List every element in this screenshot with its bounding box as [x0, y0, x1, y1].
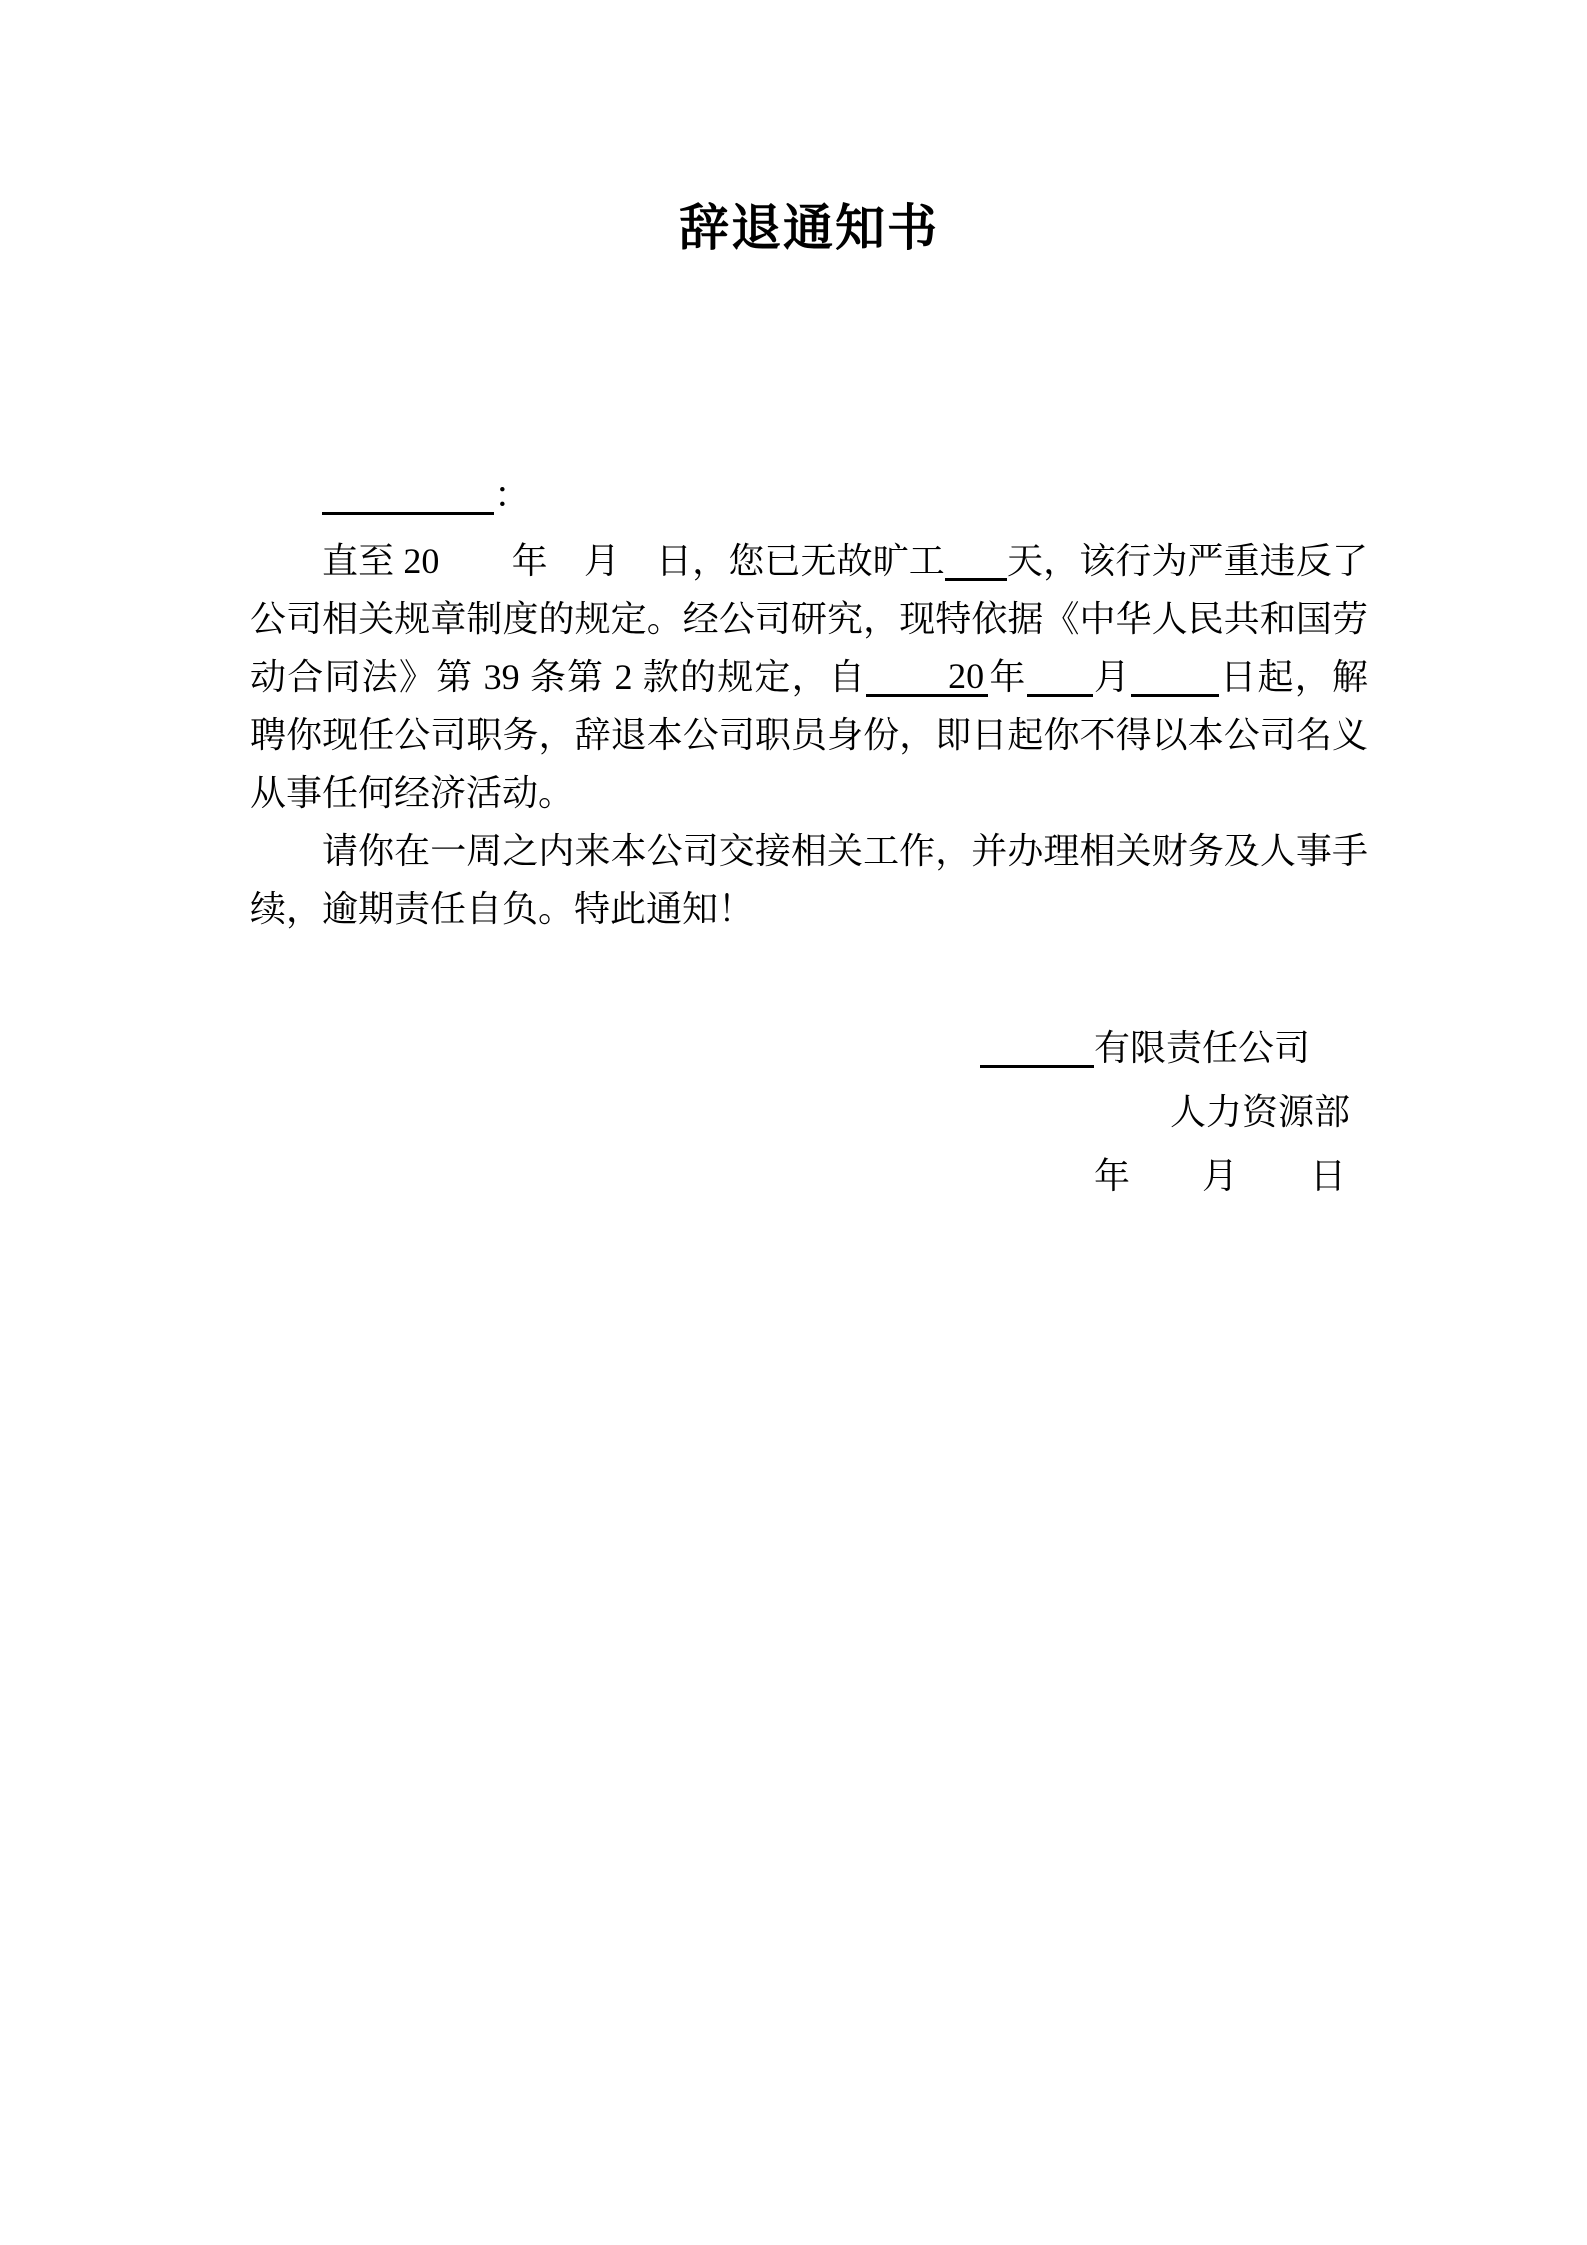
fill-in-blank [1131, 658, 1219, 697]
fill-in-blank: 20 [866, 658, 988, 697]
salutation-line [250, 466, 1368, 524]
company-suffix: 有限责任公司 [1093, 1028, 1310, 1068]
fill-in-blank [945, 542, 1007, 581]
text-run: 天，该行为严重违反了公司相关规章制度的规定。经公司研究，现特依据《中华人民共和国劳动合同法》第 39 条第 2 款的规定，自 [250, 541, 1368, 697]
paragraph-closing-notice: 请你在一周之内来本公司交接相关工作，并办理相关财务及人事手续，逾期责任自负。特此通知！ [250, 831, 1368, 929]
fill-in-blank [1027, 658, 1093, 697]
signature-date-line: 年 月 日 [1093, 1156, 1346, 1196]
text-run: 月 [1092, 657, 1132, 697]
company-name-blank [980, 1029, 1094, 1068]
text-run: 直至 20 年 月 日，您已无故旷工 [322, 541, 945, 581]
document-title: 辞退通知书 [679, 200, 939, 256]
addressee-blank [322, 476, 494, 515]
signature-block [250, 1016, 1368, 1208]
text-run: 日起，解聘你现任公司职务，辞退本公司职员身份，即日起你不得以本公司名义从事任何经济活动。 [250, 657, 1368, 813]
salutation-colon: ： [494, 475, 531, 515]
text-run: 年 [988, 657, 1027, 697]
paragraph-dismissal-body [250, 532, 1368, 822]
signature-company-line [250, 1016, 1368, 1080]
signature-department: 人力资源部 [1169, 1092, 1350, 1132]
